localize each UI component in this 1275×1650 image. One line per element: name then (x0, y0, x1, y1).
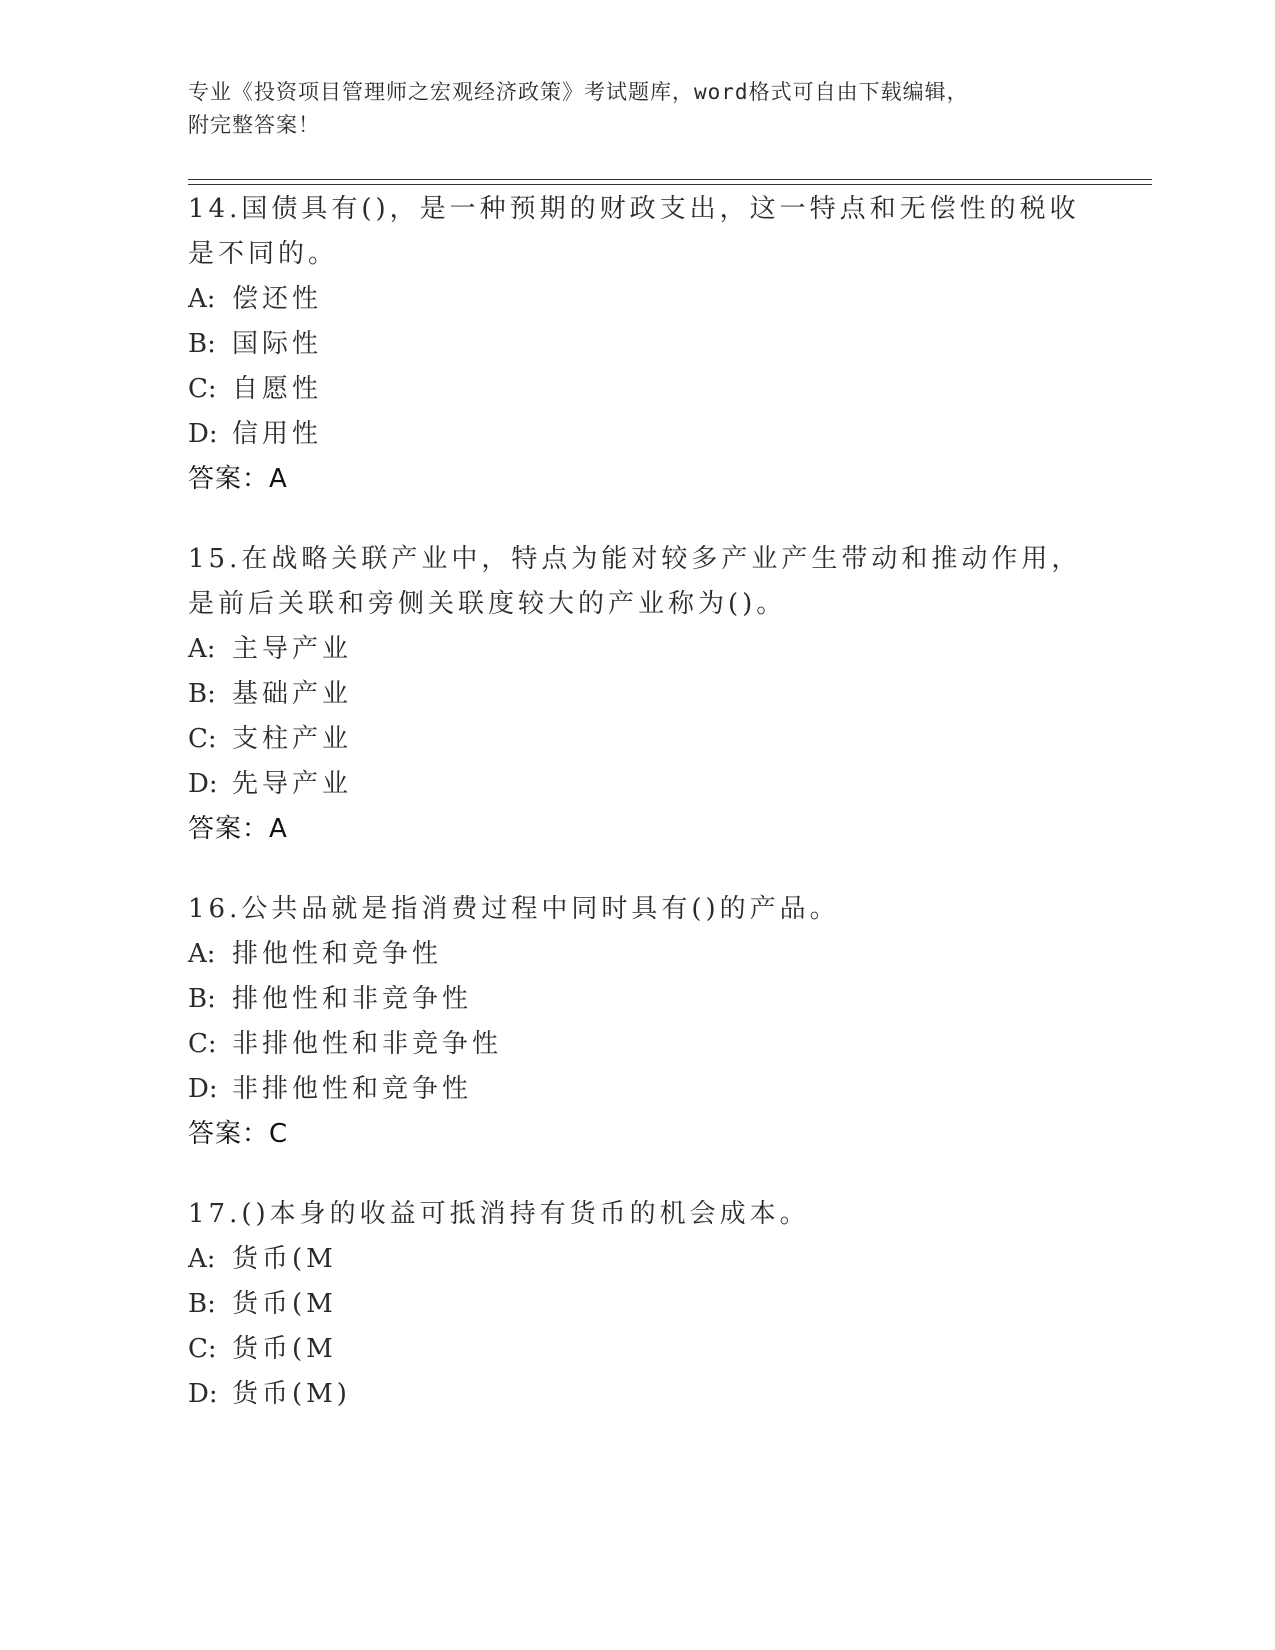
document-header (188, 76, 1088, 142)
question-stem (188, 537, 1088, 627)
option-b (188, 1282, 1088, 1327)
option-text: 自愿性 (232, 374, 323, 404)
option-letter: B: (188, 984, 216, 1014)
option-text: 主导产业 (232, 634, 353, 664)
question-number: 15. (188, 544, 242, 574)
option-text: 排他性和竞争性 (232, 939, 443, 969)
option-text: 支柱产业 (232, 724, 353, 754)
option-b (188, 672, 1088, 717)
header-line-2: 附完整答案！ (188, 113, 320, 137)
question-16 (188, 887, 1088, 1157)
answer: 答案：A (188, 814, 288, 844)
option-a (188, 627, 1088, 672)
option-c (188, 367, 1088, 412)
option-letter: D: (188, 769, 218, 799)
option-text: 货币(M (232, 1244, 337, 1274)
option-d (188, 1067, 1088, 1112)
option-a (188, 277, 1088, 322)
header-line-1: 专业《投资项目管理师之宏观经济政策》考试题库，word格式可自由下载编辑， (188, 80, 969, 104)
option-text: 信用性 (232, 419, 323, 449)
answer: 答案：C (188, 1119, 289, 1149)
header-divider-top (188, 179, 1152, 180)
option-a (188, 1237, 1088, 1282)
question-14 (188, 187, 1088, 502)
option-letter: D: (188, 419, 218, 449)
option-letter: A: (188, 1244, 216, 1274)
question-text: ()本身的收益可抵消持有货币的机会成本。 (241, 1199, 810, 1229)
option-text: 货币(M) (232, 1379, 351, 1409)
option-text: 排他性和非竞争性 (232, 984, 473, 1014)
option-a (188, 932, 1088, 977)
option-text: 国际性 (232, 329, 323, 359)
question-text: 公共品就是指消费过程中同时具有()的产品。 (241, 894, 840, 924)
option-d (188, 1372, 1088, 1417)
option-letter: A: (188, 939, 216, 969)
option-text: 基础产业 (232, 679, 353, 709)
header-divider-bottom (188, 184, 1152, 185)
question-17 (188, 1192, 1088, 1417)
option-text: 先导产业 (232, 769, 353, 799)
option-text: 非排他性和竞争性 (232, 1074, 473, 1104)
option-letter: C: (188, 1029, 217, 1059)
question-number: 14. (188, 194, 242, 224)
option-letter: B: (188, 679, 216, 709)
option-c (188, 717, 1088, 762)
option-letter: D: (188, 1074, 218, 1104)
question-stem (188, 187, 1088, 277)
option-text: 偿还性 (232, 284, 323, 314)
option-text: 货币(M (232, 1289, 337, 1319)
option-letter: B: (188, 329, 216, 359)
option-d (188, 412, 1088, 457)
option-d (188, 762, 1088, 807)
question-number: 16. (188, 894, 242, 924)
option-b (188, 977, 1088, 1022)
option-text: 非排他性和非竞争性 (232, 1029, 503, 1059)
answer: 答案：A (188, 464, 288, 494)
question-text: 国债具有()，是一种预期的财政支出，这一特点和无偿性的税收是不同的。 (188, 194, 1080, 269)
option-b (188, 322, 1088, 367)
option-c (188, 1022, 1088, 1067)
option-letter: D: (188, 1379, 218, 1409)
question-stem (188, 1192, 1088, 1237)
question-number: 17. (188, 1199, 242, 1229)
option-letter: B: (188, 1289, 216, 1319)
question-15 (188, 537, 1088, 852)
option-c (188, 1327, 1088, 1372)
option-letter: C: (188, 1334, 217, 1364)
question-text: 在战略关联产业中，特点为能对较多产业产生带动和推动作用，是前后关联和旁侧关联度较大的产业称为()。 (188, 544, 1082, 619)
option-text: 货币(M (232, 1334, 337, 1364)
option-letter: A: (188, 284, 216, 314)
question-stem (188, 887, 1088, 932)
option-letter: C: (188, 724, 217, 754)
option-letter: C: (188, 374, 217, 404)
option-letter: A: (188, 634, 216, 664)
